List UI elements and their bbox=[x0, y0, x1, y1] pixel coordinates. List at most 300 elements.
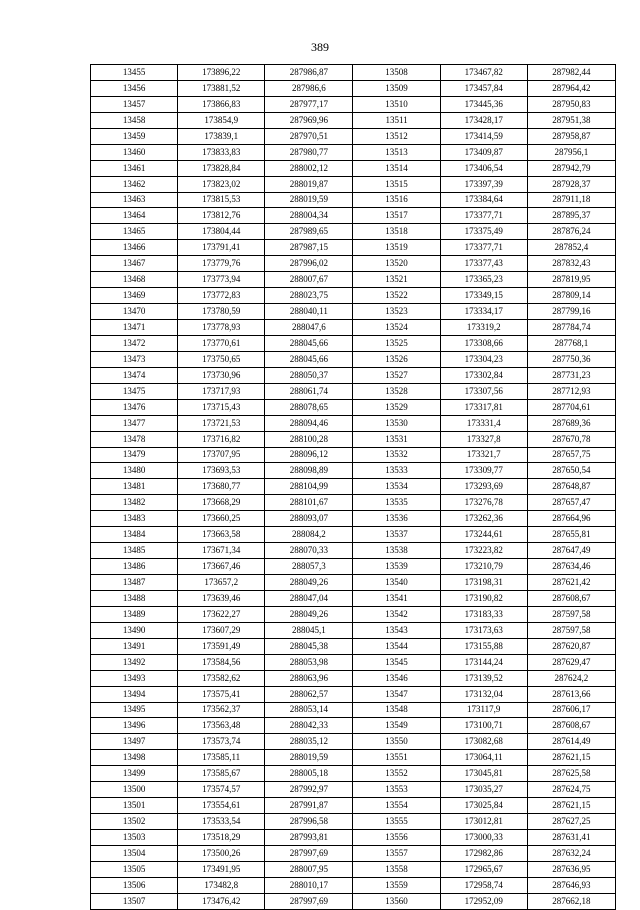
point-id-left: 13464 bbox=[91, 208, 178, 224]
x-coordinate-right: 172958,74 bbox=[440, 877, 527, 893]
point-id-left: 13495 bbox=[91, 702, 178, 718]
y-coordinate-right: 287614,49 bbox=[527, 734, 615, 750]
point-id-right: 13512 bbox=[353, 128, 440, 144]
point-id-left: 13472 bbox=[91, 335, 178, 351]
point-id-left: 13503 bbox=[91, 830, 178, 846]
x-coordinate-right: 173025,84 bbox=[440, 798, 527, 814]
x-coordinate-left: 173773,94 bbox=[178, 272, 265, 288]
x-coordinate-left: 173482,8 bbox=[178, 877, 265, 893]
x-coordinate-right: 173210,79 bbox=[440, 559, 527, 575]
x-coordinate-right: 173377,43 bbox=[440, 256, 527, 272]
table-row bbox=[91, 830, 616, 846]
y-coordinate-left: 288070,33 bbox=[265, 543, 353, 559]
point-id-left: 13486 bbox=[91, 559, 178, 575]
point-id-left: 13480 bbox=[91, 463, 178, 479]
x-coordinate-right: 173304,23 bbox=[440, 351, 527, 367]
y-coordinate-left: 288094,46 bbox=[265, 415, 353, 431]
x-coordinate-left: 173780,59 bbox=[178, 304, 265, 320]
x-coordinate-left: 173607,29 bbox=[178, 622, 265, 638]
point-id-right: 13514 bbox=[353, 160, 440, 176]
point-id-right: 13530 bbox=[353, 415, 440, 431]
y-coordinate-left: 288004,34 bbox=[265, 208, 353, 224]
point-id-right: 13549 bbox=[353, 718, 440, 734]
x-coordinate-right: 173377,71 bbox=[440, 240, 527, 256]
y-coordinate-right: 287950,83 bbox=[527, 96, 615, 112]
x-coordinate-right: 173082,68 bbox=[440, 734, 527, 750]
point-id-right: 13525 bbox=[353, 335, 440, 351]
x-coordinate-left: 173715,43 bbox=[178, 399, 265, 415]
x-coordinate-left: 173591,49 bbox=[178, 638, 265, 654]
point-id-left: 13479 bbox=[91, 447, 178, 463]
x-coordinate-left: 173554,61 bbox=[178, 798, 265, 814]
x-coordinate-right: 173319,2 bbox=[440, 320, 527, 336]
table-row bbox=[91, 686, 616, 702]
x-coordinate-left: 173476,42 bbox=[178, 893, 265, 909]
point-id-left: 13460 bbox=[91, 144, 178, 160]
y-coordinate-right: 287928,37 bbox=[527, 176, 615, 192]
x-coordinate-left: 173772,83 bbox=[178, 288, 265, 304]
x-coordinate-left: 173812,76 bbox=[178, 208, 265, 224]
point-id-left: 13483 bbox=[91, 511, 178, 527]
y-coordinate-right: 287670,78 bbox=[527, 431, 615, 447]
x-coordinate-left: 173750,65 bbox=[178, 351, 265, 367]
point-id-left: 13498 bbox=[91, 750, 178, 766]
table-row bbox=[91, 670, 616, 686]
point-id-left: 13473 bbox=[91, 351, 178, 367]
y-coordinate-right: 287629,47 bbox=[527, 654, 615, 670]
y-coordinate-right: 287606,17 bbox=[527, 702, 615, 718]
x-coordinate-left: 173667,46 bbox=[178, 559, 265, 575]
y-coordinate-left: 287993,81 bbox=[265, 830, 353, 846]
point-id-left: 13499 bbox=[91, 766, 178, 782]
y-coordinate-right: 287657,75 bbox=[527, 447, 615, 463]
table-row bbox=[91, 638, 616, 654]
x-coordinate-right: 173276,78 bbox=[440, 495, 527, 511]
point-id-right: 13534 bbox=[353, 479, 440, 495]
x-coordinate-right: 173317,81 bbox=[440, 399, 527, 415]
y-coordinate-right: 287655,81 bbox=[527, 527, 615, 543]
point-id-left: 13475 bbox=[91, 383, 178, 399]
table-row bbox=[91, 606, 616, 622]
point-id-right: 13546 bbox=[353, 670, 440, 686]
x-coordinate-right: 173321,7 bbox=[440, 447, 527, 463]
point-id-right: 13526 bbox=[353, 351, 440, 367]
x-coordinate-right: 173406,54 bbox=[440, 160, 527, 176]
y-coordinate-left: 288019,59 bbox=[265, 750, 353, 766]
y-coordinate-left: 288002,12 bbox=[265, 160, 353, 176]
point-id-right: 13539 bbox=[353, 559, 440, 575]
table-row bbox=[91, 798, 616, 814]
table-row bbox=[91, 861, 616, 877]
x-coordinate-right: 173445,36 bbox=[440, 96, 527, 112]
y-coordinate-left: 288010,17 bbox=[265, 877, 353, 893]
y-coordinate-left: 288045,66 bbox=[265, 351, 353, 367]
point-id-left: 13487 bbox=[91, 575, 178, 591]
x-coordinate-left: 173584,56 bbox=[178, 654, 265, 670]
point-id-left: 13474 bbox=[91, 367, 178, 383]
point-id-right: 13511 bbox=[353, 112, 440, 128]
y-coordinate-right: 287958,87 bbox=[527, 128, 615, 144]
point-id-right: 13545 bbox=[353, 654, 440, 670]
y-coordinate-left: 288062,57 bbox=[265, 686, 353, 702]
x-coordinate-right: 173457,84 bbox=[440, 80, 527, 96]
y-coordinate-right: 287620,87 bbox=[527, 638, 615, 654]
point-id-left: 13458 bbox=[91, 112, 178, 128]
table-row bbox=[91, 351, 616, 367]
y-coordinate-right: 287799,16 bbox=[527, 304, 615, 320]
point-id-right: 13560 bbox=[353, 893, 440, 909]
y-coordinate-right: 287646,93 bbox=[527, 877, 615, 893]
x-coordinate-left: 173716,82 bbox=[178, 431, 265, 447]
point-id-right: 13524 bbox=[353, 320, 440, 336]
y-coordinate-left: 288049,26 bbox=[265, 575, 353, 591]
table-row bbox=[91, 702, 616, 718]
x-coordinate-right: 173244,61 bbox=[440, 527, 527, 543]
point-id-left: 13501 bbox=[91, 798, 178, 814]
x-coordinate-left: 173500,26 bbox=[178, 845, 265, 861]
x-coordinate-left: 173657,2 bbox=[178, 575, 265, 591]
x-coordinate-right: 173173,63 bbox=[440, 622, 527, 638]
y-coordinate-right: 287852,4 bbox=[527, 240, 615, 256]
x-coordinate-right: 172982,86 bbox=[440, 845, 527, 861]
point-id-right: 13532 bbox=[353, 447, 440, 463]
table-row bbox=[91, 192, 616, 208]
y-coordinate-left: 287996,58 bbox=[265, 814, 353, 830]
y-coordinate-right: 287597,58 bbox=[527, 622, 615, 638]
point-id-right: 13538 bbox=[353, 543, 440, 559]
table-row bbox=[91, 304, 616, 320]
table-row bbox=[91, 256, 616, 272]
table-row bbox=[91, 399, 616, 415]
y-coordinate-right: 287634,46 bbox=[527, 559, 615, 575]
point-id-right: 13520 bbox=[353, 256, 440, 272]
point-id-right: 13508 bbox=[353, 65, 440, 81]
y-coordinate-right: 287632,24 bbox=[527, 845, 615, 861]
point-id-left: 13506 bbox=[91, 877, 178, 893]
point-id-left: 13467 bbox=[91, 256, 178, 272]
point-id-right: 13541 bbox=[353, 590, 440, 606]
point-id-left: 13481 bbox=[91, 479, 178, 495]
point-id-right: 13551 bbox=[353, 750, 440, 766]
point-id-right: 13519 bbox=[353, 240, 440, 256]
table-row bbox=[91, 479, 616, 495]
x-coordinate-right: 173428,17 bbox=[440, 112, 527, 128]
table-row bbox=[91, 622, 616, 638]
table-row bbox=[91, 80, 616, 96]
x-coordinate-left: 173574,57 bbox=[178, 782, 265, 798]
point-id-left: 13493 bbox=[91, 670, 178, 686]
point-id-left: 13500 bbox=[91, 782, 178, 798]
y-coordinate-right: 287712,93 bbox=[527, 383, 615, 399]
y-coordinate-right: 287621,15 bbox=[527, 750, 615, 766]
table-row bbox=[91, 463, 616, 479]
table-row bbox=[91, 559, 616, 575]
y-coordinate-left: 288042,33 bbox=[265, 718, 353, 734]
y-coordinate-left: 288063,96 bbox=[265, 670, 353, 686]
table-row bbox=[91, 208, 616, 224]
x-coordinate-right: 173365,23 bbox=[440, 272, 527, 288]
y-coordinate-left: 287987,15 bbox=[265, 240, 353, 256]
point-id-right: 13548 bbox=[353, 702, 440, 718]
x-coordinate-right: 173100,71 bbox=[440, 718, 527, 734]
y-coordinate-right: 287631,41 bbox=[527, 830, 615, 846]
x-coordinate-left: 173693,53 bbox=[178, 463, 265, 479]
table-row bbox=[91, 160, 616, 176]
y-coordinate-left: 288053,14 bbox=[265, 702, 353, 718]
point-id-right: 13517 bbox=[353, 208, 440, 224]
y-coordinate-right: 287809,14 bbox=[527, 288, 615, 304]
point-id-right: 13547 bbox=[353, 686, 440, 702]
x-coordinate-left: 173833,83 bbox=[178, 144, 265, 160]
point-id-right: 13527 bbox=[353, 367, 440, 383]
y-coordinate-left: 288049,26 bbox=[265, 606, 353, 622]
y-coordinate-right: 287895,37 bbox=[527, 208, 615, 224]
x-coordinate-right: 173308,66 bbox=[440, 335, 527, 351]
x-coordinate-right: 173000,33 bbox=[440, 830, 527, 846]
x-coordinate-right: 173139,52 bbox=[440, 670, 527, 686]
point-id-right: 13555 bbox=[353, 814, 440, 830]
y-coordinate-right: 287704,61 bbox=[527, 399, 615, 415]
y-coordinate-right: 287625,58 bbox=[527, 766, 615, 782]
point-id-right: 13556 bbox=[353, 830, 440, 846]
point-id-left: 13456 bbox=[91, 80, 178, 96]
point-id-right: 13542 bbox=[353, 606, 440, 622]
y-coordinate-right: 287750,36 bbox=[527, 351, 615, 367]
point-id-right: 13509 bbox=[353, 80, 440, 96]
point-id-right: 13535 bbox=[353, 495, 440, 511]
y-coordinate-left: 288057,3 bbox=[265, 559, 353, 575]
x-coordinate-right: 173045,81 bbox=[440, 766, 527, 782]
point-id-right: 13516 bbox=[353, 192, 440, 208]
point-id-left: 13492 bbox=[91, 654, 178, 670]
x-coordinate-left: 173707,95 bbox=[178, 447, 265, 463]
y-coordinate-left: 287986,6 bbox=[265, 80, 353, 96]
y-coordinate-right: 287608,67 bbox=[527, 718, 615, 734]
point-id-right: 13528 bbox=[353, 383, 440, 399]
x-coordinate-right: 173409,87 bbox=[440, 144, 527, 160]
point-id-left: 13455 bbox=[91, 65, 178, 81]
y-coordinate-right: 287621,15 bbox=[527, 798, 615, 814]
x-coordinate-right: 173331,4 bbox=[440, 415, 527, 431]
point-id-left: 13507 bbox=[91, 893, 178, 909]
y-coordinate-left: 288047,6 bbox=[265, 320, 353, 336]
point-id-right: 13554 bbox=[353, 798, 440, 814]
point-id-left: 13470 bbox=[91, 304, 178, 320]
point-id-right: 13513 bbox=[353, 144, 440, 160]
y-coordinate-left: 288101,67 bbox=[265, 495, 353, 511]
y-coordinate-right: 287832,43 bbox=[527, 256, 615, 272]
x-coordinate-left: 173778,93 bbox=[178, 320, 265, 336]
x-coordinate-left: 173823,02 bbox=[178, 176, 265, 192]
table-row bbox=[91, 590, 616, 606]
table-row bbox=[91, 814, 616, 830]
y-coordinate-left: 288045,1 bbox=[265, 622, 353, 638]
x-coordinate-left: 173585,67 bbox=[178, 766, 265, 782]
x-coordinate-right: 173198,31 bbox=[440, 575, 527, 591]
y-coordinate-left: 287996,02 bbox=[265, 256, 353, 272]
point-id-right: 13522 bbox=[353, 288, 440, 304]
table-row bbox=[91, 543, 616, 559]
x-coordinate-left: 173881,52 bbox=[178, 80, 265, 96]
y-coordinate-right: 287942,79 bbox=[527, 160, 615, 176]
x-coordinate-right: 173012,81 bbox=[440, 814, 527, 830]
point-id-right: 13550 bbox=[353, 734, 440, 750]
x-coordinate-right: 173223,82 bbox=[440, 543, 527, 559]
table-row bbox=[91, 782, 616, 798]
x-coordinate-left: 173622,27 bbox=[178, 606, 265, 622]
x-coordinate-left: 173573,74 bbox=[178, 734, 265, 750]
x-coordinate-left: 173671,34 bbox=[178, 543, 265, 559]
x-coordinate-left: 173668,29 bbox=[178, 495, 265, 511]
table-row bbox=[91, 112, 616, 128]
x-coordinate-right: 173035,27 bbox=[440, 782, 527, 798]
y-coordinate-left: 288007,67 bbox=[265, 272, 353, 288]
x-coordinate-left: 173896,22 bbox=[178, 65, 265, 81]
table-row bbox=[91, 224, 616, 240]
y-coordinate-right: 287956,1 bbox=[527, 144, 615, 160]
point-id-right: 13515 bbox=[353, 176, 440, 192]
x-coordinate-left: 173770,61 bbox=[178, 335, 265, 351]
x-coordinate-right: 173327,8 bbox=[440, 431, 527, 447]
table-row bbox=[91, 335, 616, 351]
point-id-right: 13536 bbox=[353, 511, 440, 527]
point-id-right: 13521 bbox=[353, 272, 440, 288]
y-coordinate-left: 288007,95 bbox=[265, 861, 353, 877]
y-coordinate-left: 288035,12 bbox=[265, 734, 353, 750]
table-row bbox=[91, 527, 616, 543]
point-id-right: 13531 bbox=[353, 431, 440, 447]
table-row bbox=[91, 447, 616, 463]
y-coordinate-left: 288053,98 bbox=[265, 654, 353, 670]
x-coordinate-right: 173467,82 bbox=[440, 65, 527, 81]
y-coordinate-left: 288019,87 bbox=[265, 176, 353, 192]
point-id-left: 13489 bbox=[91, 606, 178, 622]
x-coordinate-right: 173334,17 bbox=[440, 304, 527, 320]
point-id-left: 13457 bbox=[91, 96, 178, 112]
x-coordinate-right: 173397,39 bbox=[440, 176, 527, 192]
y-coordinate-left: 287992,97 bbox=[265, 782, 353, 798]
y-coordinate-left: 287977,17 bbox=[265, 96, 353, 112]
table-row bbox=[91, 734, 616, 750]
table-row bbox=[91, 96, 616, 112]
x-coordinate-left: 173839,1 bbox=[178, 128, 265, 144]
point-id-left: 13484 bbox=[91, 527, 178, 543]
point-id-left: 13459 bbox=[91, 128, 178, 144]
point-id-right: 13559 bbox=[353, 877, 440, 893]
y-coordinate-left: 287970,51 bbox=[265, 128, 353, 144]
table-row bbox=[91, 383, 616, 399]
x-coordinate-right: 173384,64 bbox=[440, 192, 527, 208]
point-id-right: 13558 bbox=[353, 861, 440, 877]
y-coordinate-left: 288078,65 bbox=[265, 399, 353, 415]
table-row bbox=[91, 511, 616, 527]
table-row bbox=[91, 877, 616, 893]
table-row bbox=[91, 288, 616, 304]
table-row bbox=[91, 845, 616, 861]
y-coordinate-right: 287597,58 bbox=[527, 606, 615, 622]
y-coordinate-right: 287608,67 bbox=[527, 590, 615, 606]
x-coordinate-left: 173866,83 bbox=[178, 96, 265, 112]
y-coordinate-left: 288093,07 bbox=[265, 511, 353, 527]
y-coordinate-left: 288040,11 bbox=[265, 304, 353, 320]
y-coordinate-left: 287989,65 bbox=[265, 224, 353, 240]
x-coordinate-right: 173117,9 bbox=[440, 702, 527, 718]
point-id-right: 13537 bbox=[353, 527, 440, 543]
point-id-left: 13477 bbox=[91, 415, 178, 431]
x-coordinate-right: 173377,71 bbox=[440, 208, 527, 224]
table-row bbox=[91, 654, 616, 670]
point-id-left: 13490 bbox=[91, 622, 178, 638]
y-coordinate-right: 287768,1 bbox=[527, 335, 615, 351]
point-id-right: 13540 bbox=[353, 575, 440, 591]
point-id-left: 13505 bbox=[91, 861, 178, 877]
x-coordinate-left: 173721,53 bbox=[178, 415, 265, 431]
point-id-left: 13504 bbox=[91, 845, 178, 861]
x-coordinate-right: 173349,15 bbox=[440, 288, 527, 304]
y-coordinate-left: 287980,77 bbox=[265, 144, 353, 160]
point-id-left: 13461 bbox=[91, 160, 178, 176]
coordinates-table bbox=[90, 64, 616, 910]
x-coordinate-right: 173155,88 bbox=[440, 638, 527, 654]
y-coordinate-left: 288045,66 bbox=[265, 335, 353, 351]
table-row bbox=[91, 272, 616, 288]
x-coordinate-left: 173791,41 bbox=[178, 240, 265, 256]
y-coordinate-left: 288050,37 bbox=[265, 367, 353, 383]
x-coordinate-right: 173262,36 bbox=[440, 511, 527, 527]
x-coordinate-right: 172952,09 bbox=[440, 893, 527, 909]
point-id-left: 13469 bbox=[91, 288, 178, 304]
x-coordinate-left: 173660,25 bbox=[178, 511, 265, 527]
table-row bbox=[91, 893, 616, 909]
x-coordinate-right: 173293,69 bbox=[440, 479, 527, 495]
point-id-left: 13496 bbox=[91, 718, 178, 734]
point-id-left: 13482 bbox=[91, 495, 178, 511]
x-coordinate-left: 173828,84 bbox=[178, 160, 265, 176]
point-id-left: 13502 bbox=[91, 814, 178, 830]
x-coordinate-left: 173585,11 bbox=[178, 750, 265, 766]
y-coordinate-right: 287621,42 bbox=[527, 575, 615, 591]
y-coordinate-left: 288019,59 bbox=[265, 192, 353, 208]
y-coordinate-right: 287664,96 bbox=[527, 511, 615, 527]
y-coordinate-left: 288084,2 bbox=[265, 527, 353, 543]
y-coordinate-right: 287650,54 bbox=[527, 463, 615, 479]
point-id-left: 13468 bbox=[91, 272, 178, 288]
y-coordinate-left: 288045,38 bbox=[265, 638, 353, 654]
point-id-left: 13497 bbox=[91, 734, 178, 750]
y-coordinate-left: 288061,74 bbox=[265, 383, 353, 399]
y-coordinate-right: 287951,38 bbox=[527, 112, 615, 128]
y-coordinate-right: 287982,44 bbox=[527, 65, 615, 81]
table-row bbox=[91, 750, 616, 766]
y-coordinate-right: 287627,25 bbox=[527, 814, 615, 830]
y-coordinate-left: 287991,87 bbox=[265, 798, 353, 814]
y-coordinate-right: 287784,74 bbox=[527, 320, 615, 336]
table-row bbox=[91, 575, 616, 591]
x-coordinate-left: 173582,62 bbox=[178, 670, 265, 686]
x-coordinate-right: 173414,59 bbox=[440, 128, 527, 144]
y-coordinate-right: 287613,66 bbox=[527, 686, 615, 702]
table-row bbox=[91, 367, 616, 383]
table-row bbox=[91, 431, 616, 447]
y-coordinate-right: 287624,75 bbox=[527, 782, 615, 798]
y-coordinate-right: 287911,18 bbox=[527, 192, 615, 208]
y-coordinate-left: 288104,99 bbox=[265, 479, 353, 495]
point-id-left: 13478 bbox=[91, 431, 178, 447]
table-row bbox=[91, 65, 616, 81]
point-id-left: 13488 bbox=[91, 590, 178, 606]
y-coordinate-left: 287969,96 bbox=[265, 112, 353, 128]
x-coordinate-right: 173183,33 bbox=[440, 606, 527, 622]
